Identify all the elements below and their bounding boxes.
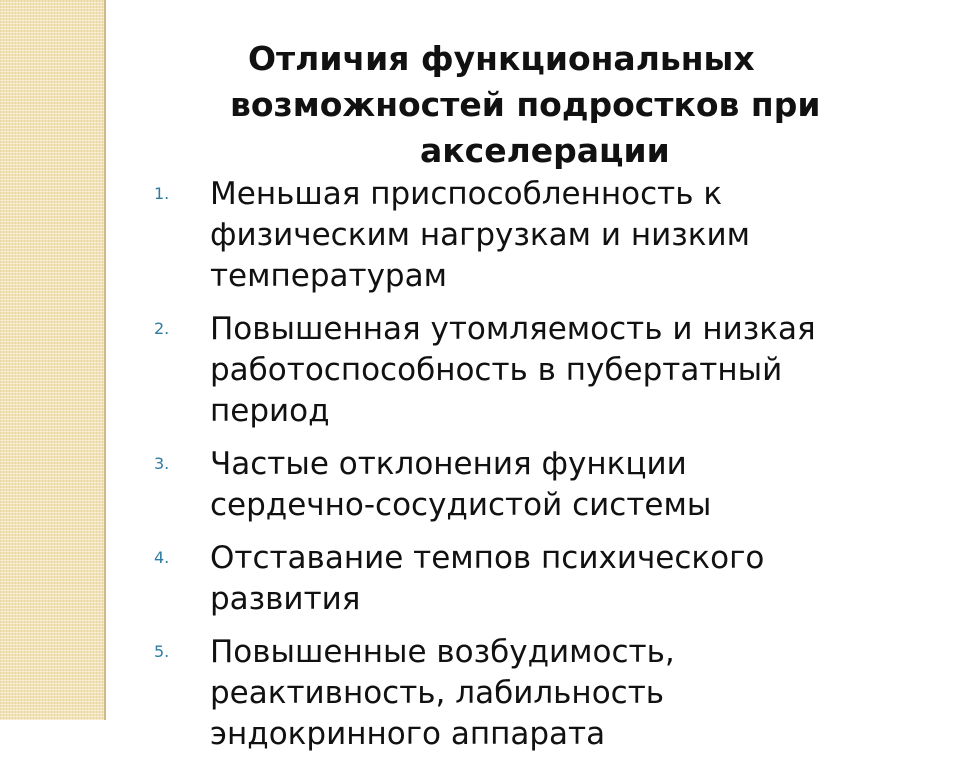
list-item-number: 1. [154,184,170,203]
numbered-list [154,174,904,767]
list-item-line: сердечно-сосудистой системы [210,487,712,523]
list-item-line: период [210,393,330,429]
list-item-number: 3. [154,454,170,473]
list-item-line: развития [210,581,361,617]
list-item-line: Частые отклонения функции [210,446,687,482]
title-line-3: акселерации [420,131,670,170]
list-item-line: Повышенные возбудимость, [210,634,675,670]
list-item-line: реактивность, лабильность [210,675,665,711]
list-item-line: Меньшая приспособленность к [210,176,723,212]
title-line-1: Отличия функциональных [248,39,755,78]
title-line-2: возможностей подростков при [230,85,821,124]
list-item [154,174,904,297]
list-item-number: 2. [154,319,170,338]
slide-title [230,36,890,174]
list-item-line: Отставание темпов психического [210,540,765,576]
list-item-line: эндокринного аппарата [210,716,606,752]
list-item-line: работоспособность в пубертатный [210,352,783,388]
list-item-number: 5. [154,642,170,661]
list-item [154,444,904,526]
list-item-number: 4. [154,548,170,567]
list-item-line: Повышенная утомляемость и низкая [210,311,816,347]
side-strip-edge [104,0,106,720]
list-item [154,538,904,620]
list-item-line: температурам [210,258,447,294]
list-item [154,309,904,432]
list-item [154,632,904,755]
decorative-side-strip [0,0,104,720]
list-item-line: физическим нагрузкам и низким [210,217,751,253]
